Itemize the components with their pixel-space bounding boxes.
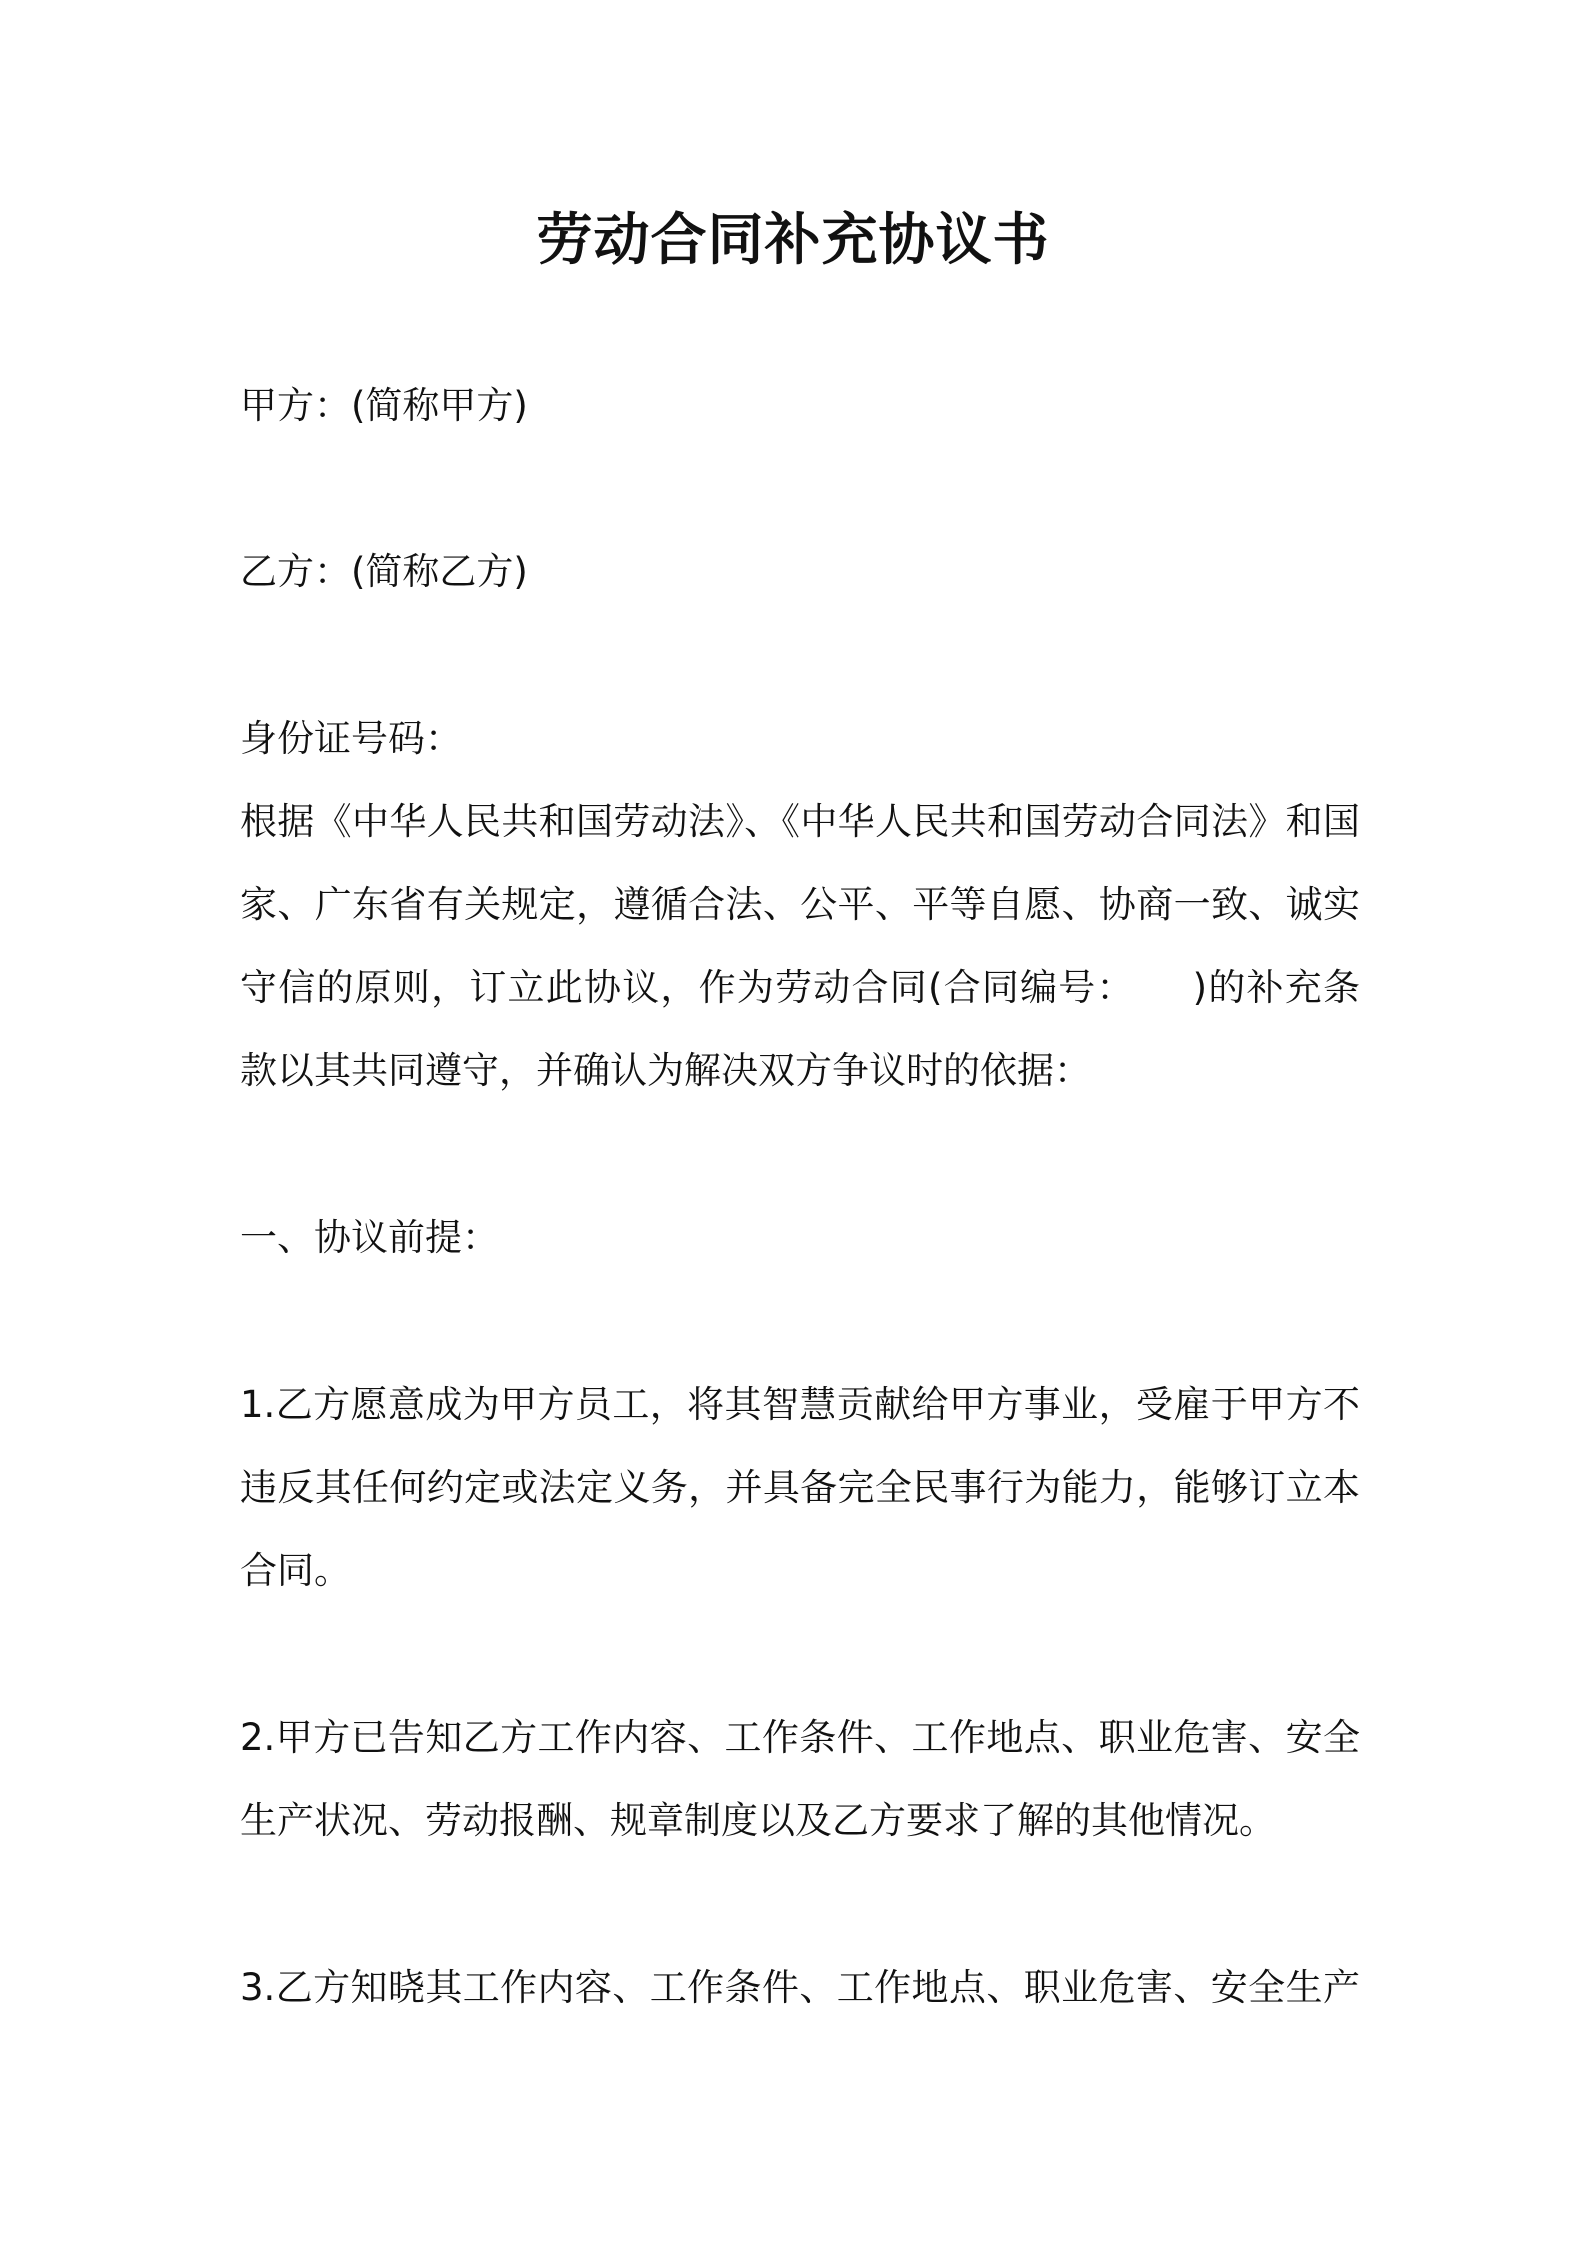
preamble-line: 款以其共同遵守，并确认为解决双方争议时的依据： — [240, 1049, 1091, 1092]
id-number-line: 身份证号码： — [240, 717, 462, 760]
item-1-line: 违反其任何约定或法定义务，并具备完全民事行为能力，能够订立本 — [240, 1466, 1360, 1509]
preamble-line: 守信的原则，订立此协议，作为劳动合同(合同编号： )的补充条 — [240, 966, 1360, 1009]
item-2-line: 2.甲方已告知乙方工作内容、工作条件、工作地点、职业危害、安全 — [240, 1716, 1360, 1759]
party-a-line: 甲方：(简称甲方) — [240, 384, 528, 427]
item-1-line: 合同。 — [240, 1549, 351, 1592]
item-3-line: 3.乙方知晓其工作内容、工作条件、工作地点、职业危害、安全生产 — [240, 1966, 1360, 2009]
preamble-line: 根据《中华人民共和国劳动法》、《中华人民共和国劳动合同法》和国 — [240, 800, 1360, 843]
item-2-line: 生产状况、劳动报酬、规章制度以及乙方要求了解的其他情况。 — [240, 1799, 1276, 1842]
preamble-line: 家、广东省有关规定，遵循合法、公平、平等自愿、协商一致、诚实 — [240, 883, 1360, 926]
document-title: 劳动合同补充协议书 — [536, 208, 1050, 273]
item-1-line: 1.乙方愿意成为甲方员工，将其智慧贡献给甲方事业，受雇于甲方不 — [240, 1383, 1360, 1426]
section-heading: 一、协议前提： — [240, 1216, 499, 1259]
party-b-line: 乙方：(简称乙方) — [240, 550, 528, 593]
